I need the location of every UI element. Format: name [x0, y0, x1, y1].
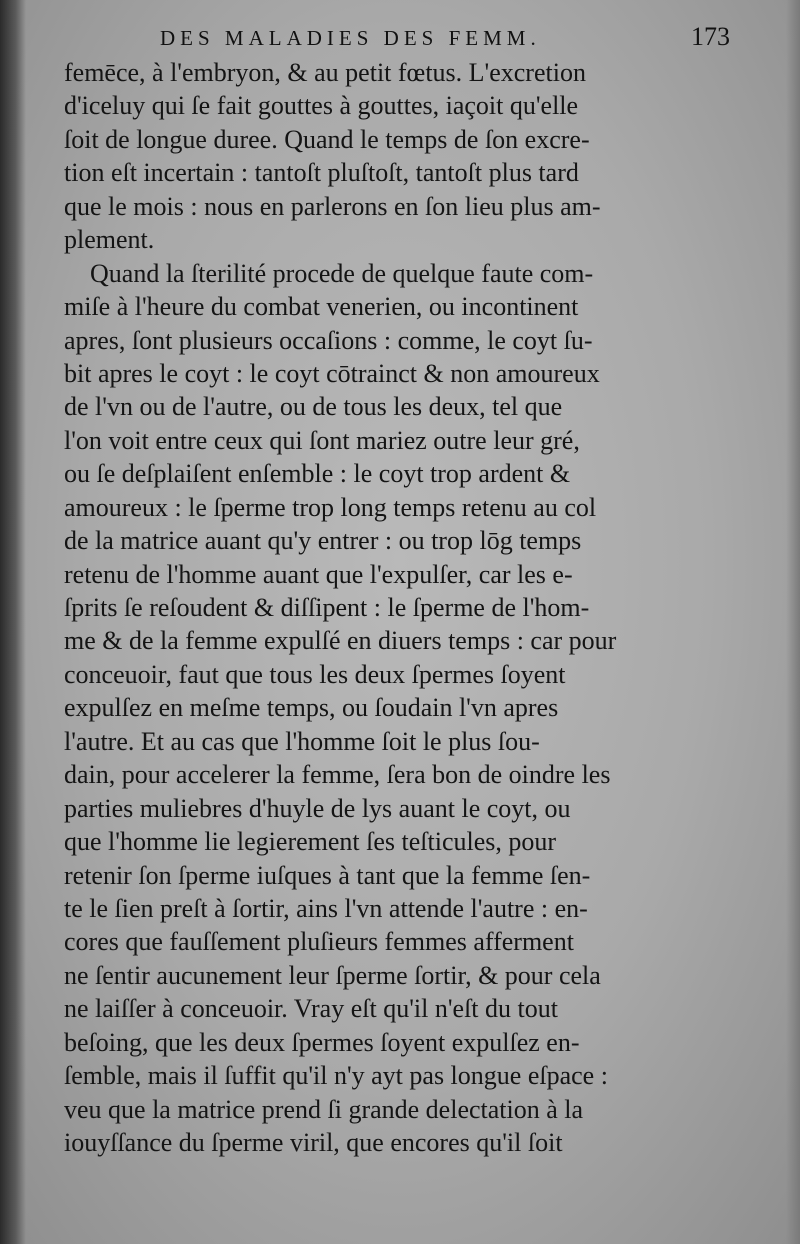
- text-line: de l'vn ou de l'autre, ou de tous les deux, tel que: [64, 392, 563, 422]
- page-header: [160, 22, 730, 56]
- text-line: iouyſſance du ſperme viril, que encores qu'il ſoit: [64, 1128, 563, 1157]
- body-text: [64, 56, 744, 1159]
- text-line: ou ſe deſplaiſent enſemble : le coyt trop ardent &: [64, 459, 571, 489]
- text-line: retenir ſon ſperme iuſques à tant que la femme ſen-: [64, 860, 591, 890]
- text-line: retenu de l'homme auant que l'expulſer, car les e-: [64, 559, 573, 589]
- text-line: me & de la femme expulſé en diuers temps : car pour: [64, 626, 617, 656]
- page-edge: [786, 0, 800, 1244]
- text-line: veu que la matrice prend ſi grande delectation à la: [64, 1094, 584, 1124]
- text-line: miſe à l'heure du combat venerien, ou incontinent: [64, 292, 579, 322]
- text-line: cores que fauſſement pluſieurs femmes afferment: [64, 927, 574, 957]
- text-line: apres, ſont plusieurs occaſions : comme, le coyt ſu-: [64, 325, 593, 355]
- text-line: d'iceluy qui ſe fait gouttes à gouttes, iaçoit qu'elle: [64, 91, 579, 121]
- text-line: que l'homme lie legierement ſes teſticules, pour: [64, 827, 557, 857]
- text-line: amoureux : le ſperme trop long temps retenu au col: [64, 492, 597, 522]
- text-line: te le ſien preſt à ſortir, ains l'vn attende l'autre : en-: [64, 893, 588, 923]
- text-line: conceuoir, faut que tous les deux ſpermes ſoyent: [64, 659, 566, 689]
- text-line: femēce, à l'embryon, & au petit fœtus. L'excretion: [64, 58, 586, 87]
- text-line: dain, pour accelerer la femme, ſera bon de oindre les: [64, 760, 611, 790]
- text-line: beſoing, que les deux ſpermes ſoyent expulſez en-: [64, 1027, 580, 1057]
- text-line: que le mois : nous en parlerons en ſon lieu plus am-: [64, 191, 601, 221]
- text-line: l'autre. Et au cas que l'homme ſoit le plus ſou-: [64, 726, 540, 756]
- text-line: de la matrice auant qu'y entrer : ou trop lōg temps: [64, 526, 582, 556]
- text-line: ſemble, mais il ſuffit qu'il n'y ayt pas longue eſpace :: [64, 1061, 608, 1091]
- page-number: 173: [691, 22, 730, 51]
- running-head: DES MALADIES DES FEMM.: [160, 26, 541, 50]
- text-line: plement.: [64, 225, 155, 255]
- text-line: ne ſentir aucunement leur ſperme ſortir, & pour cela: [64, 960, 601, 990]
- text-line: tion eſt incertain : tantoſt pluſtoſt, tantoſt plus tard: [64, 158, 579, 188]
- text-line: bit apres le coyt : le coyt cōtrainct & non amoureux: [64, 358, 600, 388]
- text-line: ſoit de longue duree. Quand le temps de ſon excre-: [64, 124, 590, 154]
- text-line: expulſez en meſme temps, ou ſoudain l'vn apres: [64, 693, 559, 723]
- text-line: ne laiſſer à conceuoir. Vray eſt qu'il n'eſt du tout: [64, 994, 558, 1024]
- text-line: ſprits ſe reſoudent & diſſipent : le ſperme de l'hom-: [64, 593, 590, 622]
- text-line: parties muliebres d'huyle de lys auant le coyt, ou: [64, 793, 571, 823]
- binding-gutter: [0, 0, 26, 1244]
- text-line: l'on voit entre ceux qui ſont mariez outre leur gré,: [64, 425, 580, 455]
- paragraph-start-line: Quand la ſterilité procede de quelque faute com-: [90, 258, 594, 288]
